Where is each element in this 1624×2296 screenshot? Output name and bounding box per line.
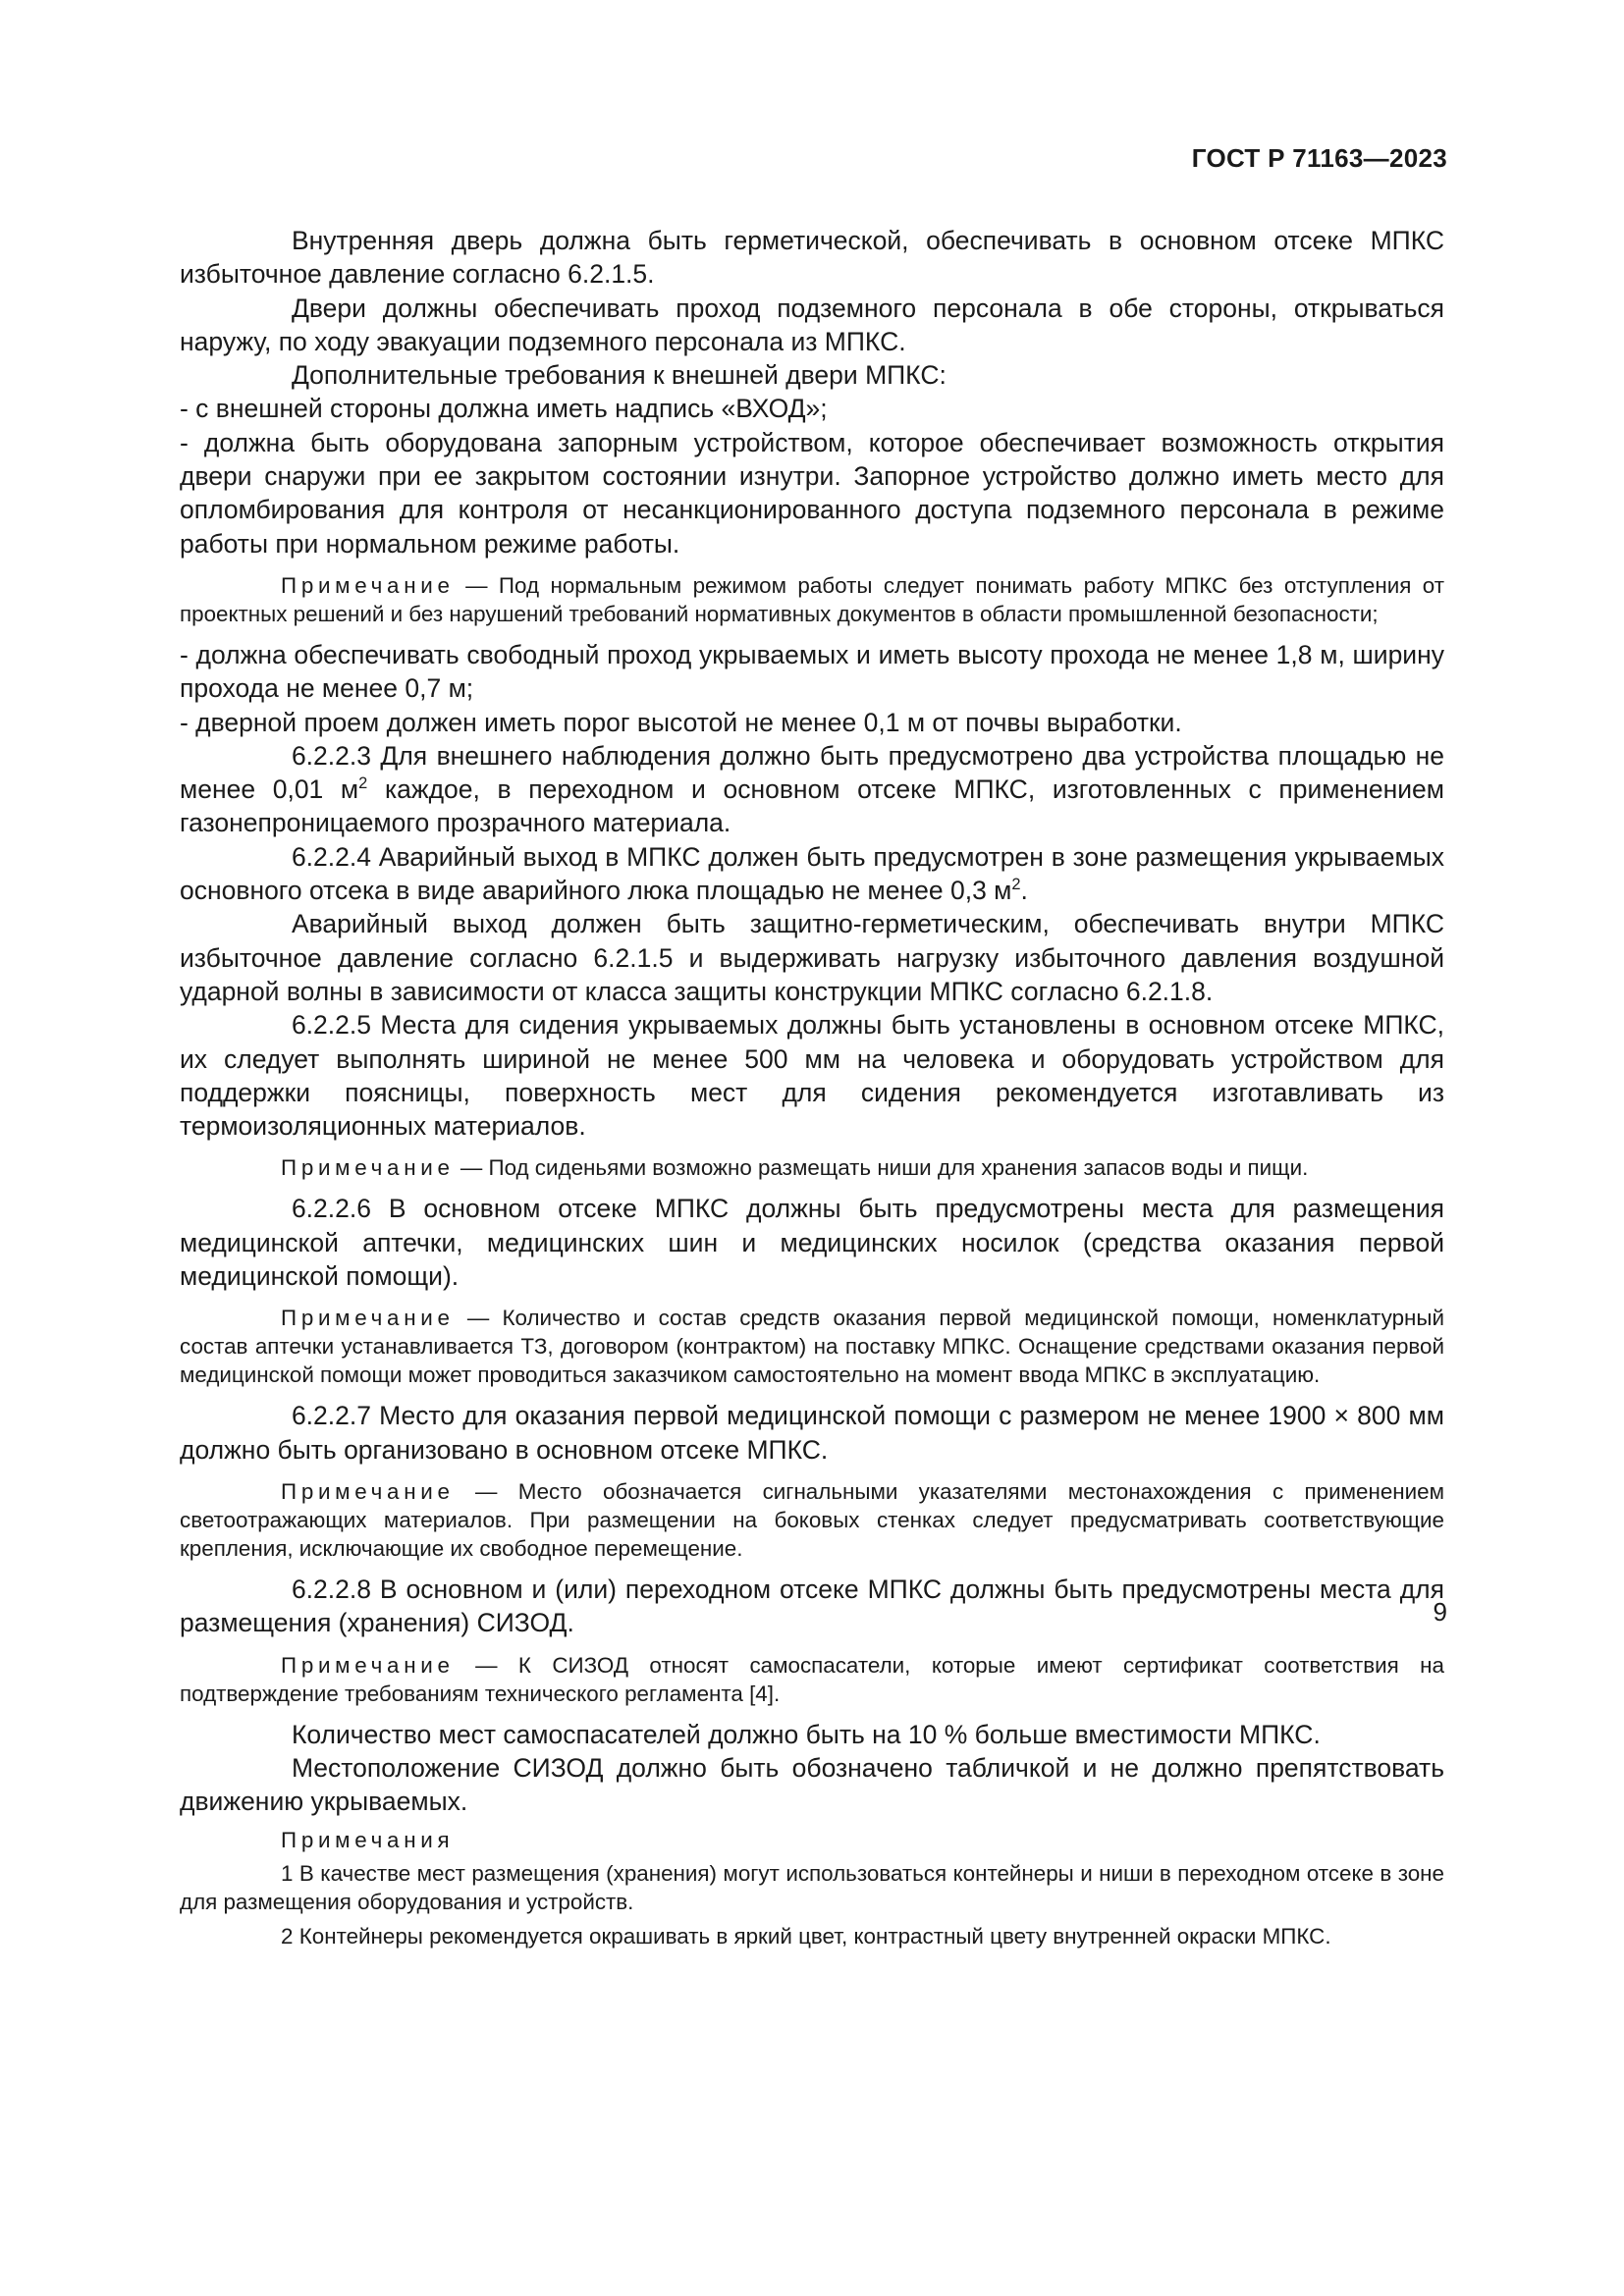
clause-text: . xyxy=(1020,876,1028,906)
superscript: 2 xyxy=(1011,876,1021,894)
note-text: — Под нормальным режимом работы следует понимать работу МПКС без отступления от проектных решений и без нарушений требований нормативных документов в области промышленной безопасности; xyxy=(180,572,1444,626)
note-text: — Количество и состав средств оказания первой медицинской помощи, номенклатурный состав аптечки устанавливается ТЗ, договором (контрактом) на поставку МПКС. Оснащение средствами оказания первой медицинской помощи может проводиться заказчиком самостоятельно на момент ввода МПКС в эксплуатацию. xyxy=(180,1306,1444,1388)
note-text: — К СИЗОД относят самоспасатели, которые имеют сертификат соответствия на подтверждение требованиям технического регламента [4]. xyxy=(180,1652,1444,1706)
note xyxy=(180,1477,1444,1563)
notes-heading xyxy=(180,1826,1444,1854)
note xyxy=(180,571,1444,628)
note-item: 1 В качестве мест размещения (хранения) могут использоваться контейнеры и ниши в переходном отсеке в зоне для размещения оборудования и устройств. xyxy=(180,1861,1444,1915)
superscript: 2 xyxy=(358,774,368,793)
page-body xyxy=(180,224,1444,1956)
note-text: — Место обозначается сигнальными указателями местонахождения с применением светоотражающих материалов. При размещении на боковых стенках следует предусматривать соответствующие крепления, исключающие их свободное перемещение. xyxy=(180,1478,1444,1561)
clause-6-2-2-5: 6.2.2.5 Места для сидения укрываемых должны быть установлены в основном отсеке МПКС, их следует выполнять шириной не менее 500 мм на человека и оборудовать устройством для поддержки поясницы, поверхность мест для сидения рекомендуется изготавливать из термоизоляционных материалов. xyxy=(180,1010,1444,1142)
paragraph: Дополнительные требования к внешней двери МПКС: xyxy=(291,360,947,391)
note-label: Примечание xyxy=(281,1306,455,1331)
paragraph: Местоположение СИЗОД должно быть обозначено табличкой и не должно препятствовать движению укрываемых. xyxy=(180,1752,1444,1817)
document-code: ГОСТ Р 71163—2023 xyxy=(1191,143,1447,173)
note-label: Примечание xyxy=(281,572,455,598)
notes-heading-label: Примечания xyxy=(281,1828,455,1853)
clause-text: 6.2.2.4 Аварийный выход в МПКС должен быть предусмотрен в зоне размещения укрываемых основного отсека в виде аварийного люка площадью не менее 0,3 м xyxy=(180,841,1444,906)
clause-text: каждое, в переходном и основном отсеке МПКС, изготовленных с применением газонепроницаемого прозрачного материала. xyxy=(180,774,1444,838)
clause-6-2-2-8: 6.2.2.8 В основном и (или) переходном отсеке МПКС должны быть предусмотрены места для размещения (хранения) СИЗОД. xyxy=(180,1574,1444,1638)
paragraph: Аварийный выход должен быть защитно-герметическим, обеспечивать внутри МПКС избыточное давление согласно 6.2.1.5 и выдерживать нагрузку избыточного давления воздушной ударной волны в зависимости от класса защиты конструкции МПКС согласно 6.2.1.8. xyxy=(180,909,1444,1006)
paragraph: Двери должны обеспечивать проход подземного персонала в обе стороны, открываться наружу, по ходу эвакуации подземного персонала из МПКС. xyxy=(180,293,1444,356)
note xyxy=(180,1304,1444,1389)
list-item: - дверной проем должен иметь порог высотой не менее 0,1 м от почвы выработки. xyxy=(180,707,1182,737)
clause-6-2-2-7: 6.2.2.7 Место для оказания первой медицинской помощи с размером не менее 1900 × 800 мм должно быть организовано в основном отсеке МПКС. xyxy=(180,1401,1444,1465)
note-text: — Под сиденьями возможно размещать ниши для хранения запасов воды и пищи. xyxy=(454,1155,1309,1181)
note xyxy=(180,1153,1444,1182)
clause-6-2-2-3 xyxy=(180,739,1444,840)
clause-6-2-2-4 xyxy=(180,840,1444,908)
clause-text: 6.2.2.3 Для внешнего наблюдения должно быть предусмотрено два устройства площадью не менее 0,01 м xyxy=(180,740,1444,805)
list-item: - с внешней стороны должна иметь надпись «ВХОД»; xyxy=(180,394,828,424)
note-label: Примечание xyxy=(281,1652,455,1678)
note-item: 2 Контейнеры рекомендуется окрашивать в яркий цвет, контрастный цвету внутренней окраски МПКС. xyxy=(281,1924,1331,1949)
note-label: Примечание xyxy=(281,1478,455,1504)
page-number: 9 xyxy=(1433,1597,1447,1627)
note xyxy=(180,1651,1444,1708)
clause-6-2-2-6: 6.2.2.6 В основном отсеке МПКС должны быть предусмотрены места для размещения медицинской аптечки, медицинских шин и медицинских носилок (средства оказания первой медицинской помощи). xyxy=(180,1194,1444,1292)
note-label: Примечание xyxy=(281,1155,455,1181)
paragraph: Количество мест самоспасателей должно быть на 10 % больше вместимости МПКС. xyxy=(291,1719,1321,1749)
list-item: - должна быть оборудована запорным устройством, которое обеспечивает возможность открытия двери снаружи при ее закрытом состоянии изнутри. Запорное устройство должно иметь место для опломбирования для контроля от несанкционированного доступа подземного персонала в режиме работы при нормальном режиме работы. xyxy=(180,427,1444,559)
list-item: - должна обеспечивать свободный проход укрываемых и иметь высоту прохода не менее 1,8 м, ширину прохода не менее 0,7 м; xyxy=(180,639,1444,704)
paragraph: Внутренняя дверь должна быть герметической, обеспечивать в основном отсеке МПКС избыточное давление согласно 6.2.1.5. xyxy=(180,226,1444,290)
